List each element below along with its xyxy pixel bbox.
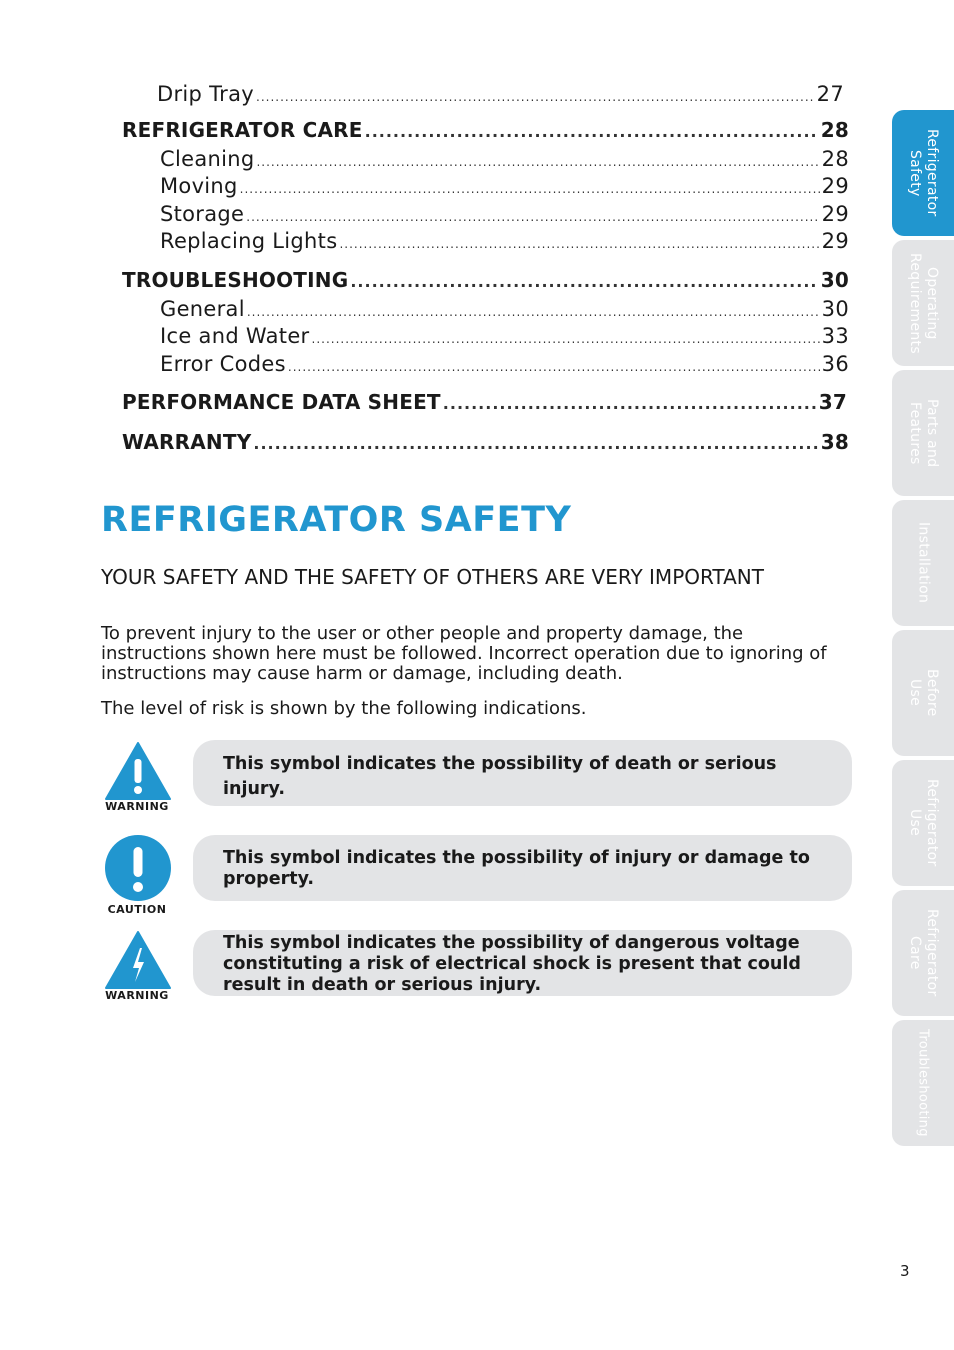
toc-entry-label: Drip Tray (157, 82, 255, 106)
notice-text-shock: This symbol indicates the possibility of dangerous voltage constituting a risk of electrical shock is present that could result in death or serious injury. (223, 933, 801, 995)
toc-entry-error-codes[interactable] (160, 352, 849, 376)
section-subtitle: YOUR SAFETY AND THE SAFETY OF OTHERS ARE VERY IMPORTANT (101, 565, 764, 589)
toc-entry-page: 28 (820, 118, 849, 142)
symbol-label-caution: CAUTION (107, 903, 167, 916)
notice-text-caution: This symbol indicates the possibility of injury or damage to property. (223, 848, 810, 889)
toc-entry-page: 33 (821, 324, 849, 348)
toc-entry-refrigerator-care[interactable] (122, 118, 849, 142)
toc-entry-performance-data-sheet[interactable] (122, 390, 847, 414)
side-tab-installation[interactable] (892, 500, 954, 626)
electrical-shock-icon (104, 930, 172, 990)
toc-entry-page: 37 (818, 390, 847, 414)
side-tab-label: Troubleshooting (915, 1029, 931, 1137)
toc-entry-label: WARRANTY (122, 430, 252, 454)
toc-entry-moving[interactable] (160, 174, 849, 198)
side-tab-label: Installation (915, 522, 932, 604)
toc-entry-label: Storage (160, 202, 245, 226)
warning-triangle-icon (104, 741, 172, 801)
side-tab-label: Refrigerator Use (907, 779, 940, 867)
toc-entry-cleaning[interactable] (160, 147, 849, 171)
symbol-label-warning: WARNING (105, 800, 169, 813)
side-tab-label: Refrigerator Care (907, 909, 940, 997)
side-tab-refrigerator-safety[interactable] (892, 110, 954, 236)
side-tab-troubleshooting[interactable] (892, 1020, 954, 1146)
toc-entry-ice-and-water[interactable] (160, 324, 849, 348)
toc-entry-label: Ice and Water (160, 324, 310, 348)
toc-leader-dots (288, 360, 820, 374)
toc-entry-label: PERFORMANCE DATA SHEET (122, 390, 441, 414)
toc-entry-page: 29 (821, 174, 849, 198)
side-tab-refrigerator-use[interactable] (892, 760, 954, 886)
toc-entry-drip-tray[interactable] (157, 82, 844, 106)
toc-entry-page: 29 (821, 229, 849, 253)
notice-text-warning: This symbol indicates the possibility of death or serious injury. (223, 754, 777, 799)
toc-entry-page: 27 (816, 82, 844, 106)
intro-paragraph: To prevent injury to the user or other people and property damage, the instructions shown here must be followed. Incorrect operation due to ignoring of instructions may cause harm or damage, including death. (101, 623, 827, 684)
symbol-label-shock-warning: WARNING (105, 989, 169, 1002)
toc-leader-dots (350, 272, 818, 291)
toc-entry-label: Replacing Lights (160, 229, 338, 253)
toc-leader-dots (256, 155, 819, 169)
side-tab-label: Operating Requirements (907, 252, 940, 354)
toc-leader-dots (246, 210, 819, 224)
toc-leader-dots (256, 90, 815, 104)
toc-leader-dots (339, 237, 819, 251)
toc-entry-page: 30 (821, 297, 849, 321)
side-tab-before-use[interactable] (892, 630, 954, 756)
toc-entry-page: 36 (821, 352, 849, 376)
toc-entry-warranty[interactable] (122, 430, 849, 454)
side-tab-label: Before Use (907, 669, 940, 717)
toc-entry-label: REFRIGERATOR CARE (122, 118, 363, 142)
toc-leader-dots (443, 394, 817, 413)
caution-circle-icon (104, 834, 172, 902)
toc-entry-label: Cleaning (160, 147, 255, 171)
toc-entry-label: TROUBLESHOOTING (122, 268, 349, 292)
side-tab-label: Parts and Features (907, 398, 940, 468)
toc-entry-label: Error Codes (160, 352, 286, 376)
toc-entry-general[interactable] (160, 297, 849, 321)
side-tab-operating-requirements[interactable] (892, 240, 954, 366)
page-number: 3 (900, 1262, 910, 1280)
toc-entry-replacing-lights[interactable] (160, 229, 849, 253)
toc-entry-troubleshooting[interactable] (122, 268, 849, 292)
toc-leader-dots (253, 434, 818, 453)
toc-leader-dots (240, 182, 820, 196)
toc-entry-page: 38 (820, 430, 849, 454)
toc-leader-dots (312, 332, 820, 346)
toc-entry-page: 29 (821, 202, 849, 226)
toc-leader-dots (365, 122, 819, 141)
toc-entry-storage[interactable] (160, 202, 849, 226)
toc-entry-label: Moving (160, 174, 238, 198)
toc-entry-page: 30 (820, 268, 849, 292)
side-tab-parts-and-features[interactable] (892, 370, 954, 496)
side-tab-refrigerator-care[interactable] (892, 890, 954, 1016)
risk-level-paragraph: The level of risk is shown by the following indications. (101, 698, 587, 719)
side-tab-label: Refrigerator Safety (907, 129, 940, 217)
toc-entry-label: General (160, 297, 245, 321)
toc-leader-dots (247, 305, 820, 319)
toc-entry-page: 28 (821, 147, 849, 171)
section-title: REFRIGERATOR SAFETY (101, 500, 572, 540)
